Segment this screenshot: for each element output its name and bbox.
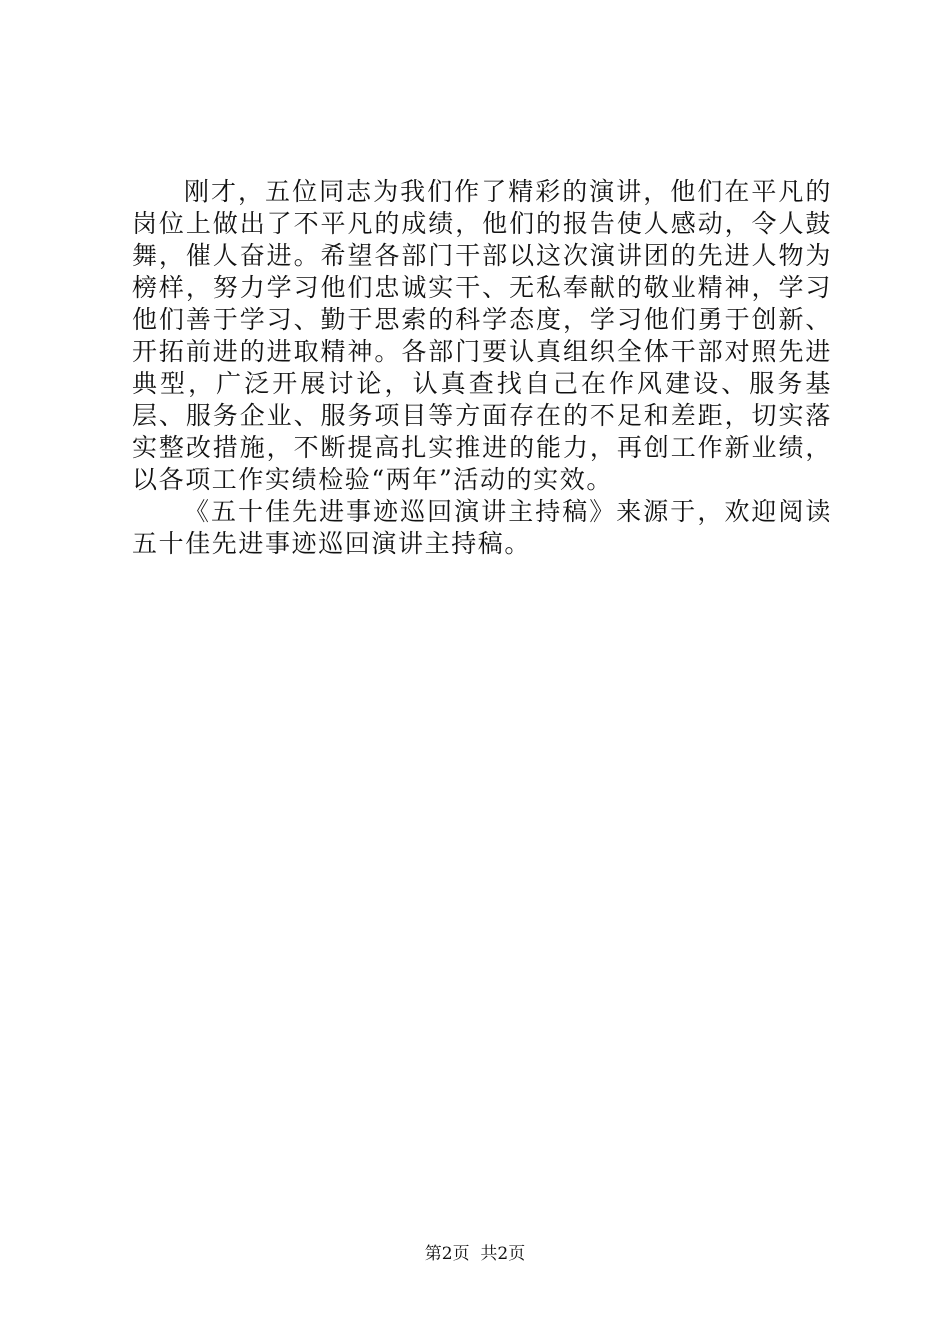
page-total: 共2页 [480,1244,526,1264]
document-body [132,176,832,560]
page-number: 第2页 [424,1244,470,1264]
page-footer [0,1243,950,1265]
body-paragraph-1: 刚才，五位同志为我们作了精彩的演讲，他们在平凡的岗位上做出了不平凡的成绩，他们的报告使人感动，令人鼓舞，催人奋进。希望各部门干部以这次演讲团的先进人物为榜样，努力学习他们忠诚实干、无私奉献的敬业精神，学习他们善于学习、勤于思索的科学态度，学习他们勇于创新、开拓前进的进取精神。各部门要认真组织全体干部对照先进典型，广泛开展讨论，认真查找自己在作风建设、服务基层、服务企业、服务项目等方面存在的不足和差距，切实落实整改措施，不断提高扎实推进的能力，再创工作新业绩，以各项工作实绩检验“两年”活动的实效。 [132,177,832,494]
body-paragraph-2: 《五十佳先进事迹巡回演讲主持稿》来源于，欢迎阅读五十佳先进事迹巡回演讲主持稿。 [132,497,832,558]
footer-spacer [470,1244,481,1264]
